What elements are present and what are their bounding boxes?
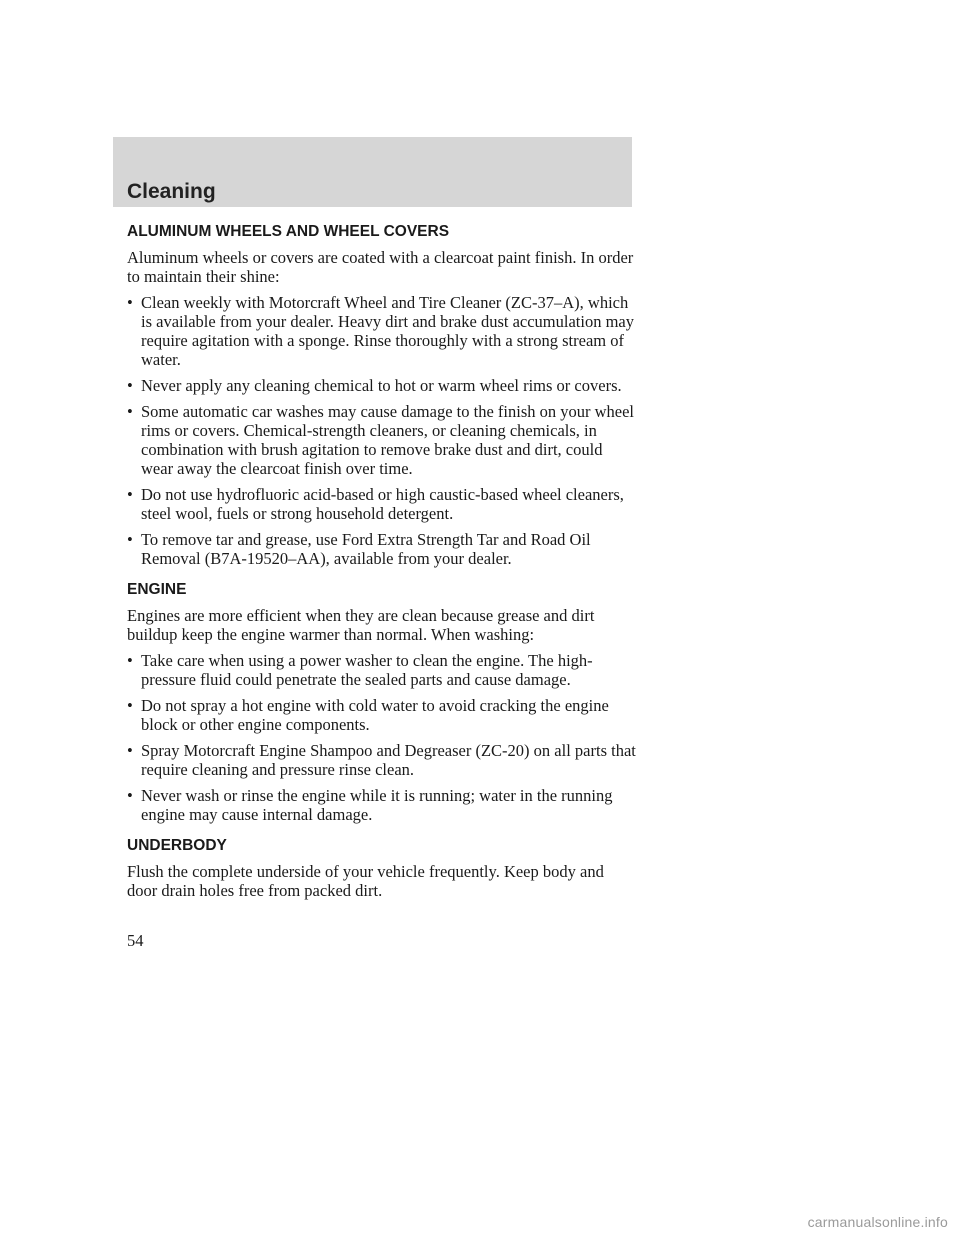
section-engine (127, 580, 637, 824)
section-underbody (127, 836, 637, 900)
bullet-icon: • (127, 651, 133, 670)
list-item-text: Do not spray a hot engine with cold water to avoid cracking the engine block or other engine components. (141, 696, 609, 734)
section-title: Cleaning (127, 180, 216, 203)
section-intro: Aluminum wheels or covers are coated with a clearcoat paint finish. In order to maintain their shine: (127, 248, 634, 286)
bullet-icon: • (127, 530, 133, 549)
list-item-text: To remove tar and grease, use Ford Extra Strength Tar and Road Oil Removal (B7A-19520–AA), available from your dealer. (141, 530, 591, 568)
section-intro: Flush the complete underside of your vehicle frequently. Keep body and door drain holes free from packed dirt. (127, 862, 604, 900)
list-item (127, 651, 637, 689)
list-item (127, 741, 637, 779)
section-heading: UNDERBODY (127, 837, 227, 854)
list-item-text: Take care when using a power washer to clean the engine. The high-pressure fluid could penetrate the sealed parts and cause damage. (141, 651, 593, 689)
list-item (127, 696, 637, 734)
section-aluminum-wheels (127, 222, 637, 568)
site-watermark: carmanualsonline.info (807, 1214, 948, 1230)
list-item-text: Some automatic car washes may cause damage to the finish on your wheel rims or covers. Chemical-strength cleaners, or cleaning chemicals, in combination with brush agitation to remove brake dust and dirt, could wear away the clearcoat finish over time. (141, 402, 635, 478)
list-item (127, 293, 637, 369)
list-item-text: Do not use hydrofluoric acid-based or high caustic-based wheel cleaners, steel wool, fuels or strong household detergent. (141, 485, 624, 523)
list-item (127, 402, 637, 478)
list-item-text: Clean weekly with Motorcraft Wheel and Tire Cleaner (ZC-37–A), which is available from your dealer. Heavy dirt and brake dust accumulation may require agitation with a sponge. Rinse thoroughly with a strong stream of water. (141, 293, 634, 369)
bullet-icon: • (127, 402, 133, 421)
bullet-icon: • (127, 376, 133, 395)
list-item-text: Spray Motorcraft Engine Shampoo and Degreaser (ZC-20) on all parts that require cleaning and pressure rinse clean. (141, 741, 636, 779)
bullet-icon: • (127, 293, 133, 312)
section-heading: ALUMINUM WHEELS AND WHEEL COVERS (127, 223, 450, 240)
bullet-list (127, 651, 637, 824)
section-intro: Engines are more efficient when they are clean because grease and dirt buildup keep the engine warmer than normal. When washing: (127, 606, 595, 644)
bullet-icon: • (127, 696, 133, 715)
list-item (127, 786, 637, 824)
list-item (127, 530, 637, 568)
bullet-icon: • (127, 741, 133, 760)
bullet-list (127, 293, 637, 568)
page-content (127, 222, 637, 907)
bullet-icon: • (127, 786, 133, 805)
list-item (127, 485, 637, 523)
list-item-text: Never wash or rinse the engine while it is running; water in the running engine may cause internal damage. (141, 786, 613, 824)
list-item (127, 376, 637, 395)
page-number: 54 (127, 931, 144, 950)
section-header-band (113, 137, 632, 207)
list-item-text: Never apply any cleaning chemical to hot or warm wheel rims or covers. (141, 376, 622, 395)
bullet-icon: • (127, 485, 133, 504)
section-heading: ENGINE (127, 581, 187, 598)
